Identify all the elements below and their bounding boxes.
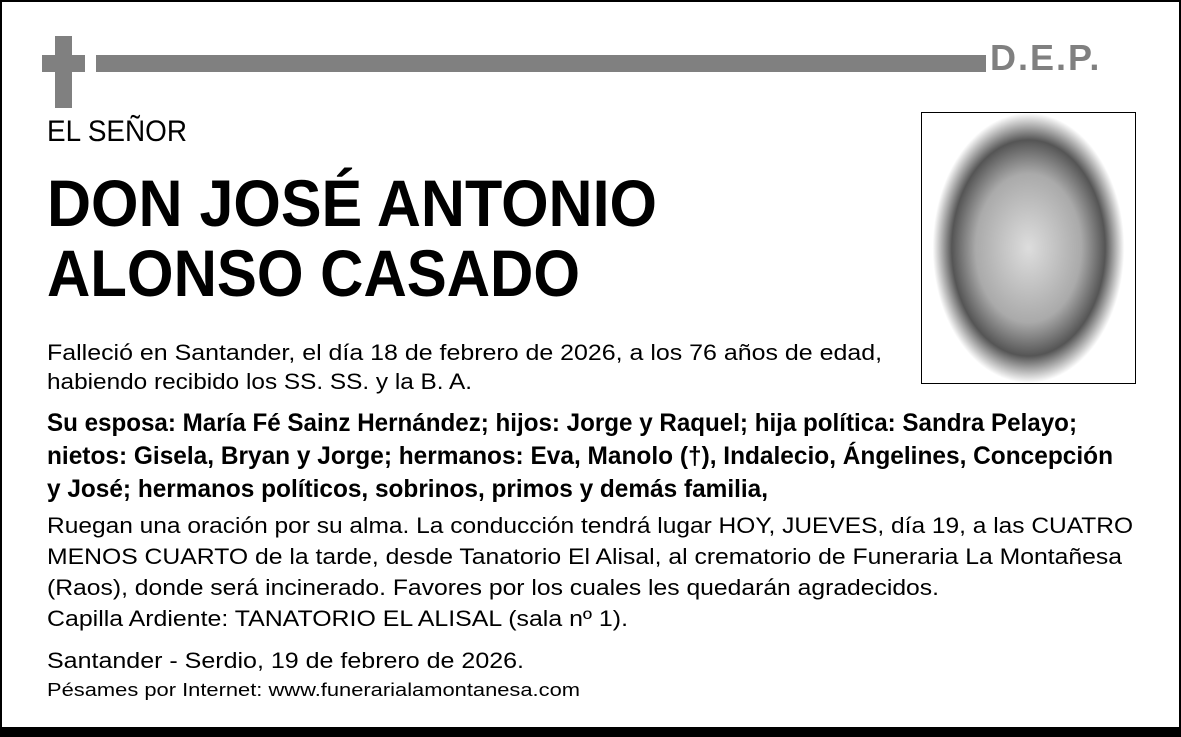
service-line: Capilla Ardiente: TANATORIO EL ALISAL (sala nº 1).: [47, 606, 628, 631]
service-line: Ruegan una oración por su alma. La conducción tendrá lugar HOY, JUEVES, día 19, a las CUATRO: [47, 513, 1133, 538]
place-date: Santander - Serdio, 19 de febrero de 2026.: [47, 648, 524, 673]
family-line: nietos: Gisela, Bryan y Jorge; hermanos: Eva, Manolo (†), Indalecio, Ángelines, Concepción: [47, 442, 1113, 470]
bottom-border: [0, 727, 1181, 737]
service-line: MENOS CUARTO de la tarde, desde Tanatorio El Alisal, al crematorio de Funeraria La Montañesa: [47, 544, 1122, 569]
death-notice-line: Falleció en Santander, el día 18 de febrero de 2026, a los 76 años de edad,: [47, 340, 882, 365]
cross-icon: [55, 36, 72, 108]
header-rule: [96, 55, 986, 72]
dep-label: D.E.P.: [990, 37, 1102, 78]
honorific: EL SEÑOR: [47, 115, 187, 148]
deceased-name-line2: ALONSO CASADO: [47, 236, 580, 310]
family-line: Su esposa: María Fé Sainz Hernández; hijos: Jorge y Raquel; hija política: Sandra Pelayo;: [47, 409, 1077, 437]
deceased-name-line1: DON JOSÉ ANTONIO: [47, 166, 657, 240]
service-line: (Raos), donde será incinerado. Favores por los cuales les quedarán agradecidos.: [47, 575, 939, 600]
deceased-photo: [921, 112, 1136, 384]
cross-icon-bar: [42, 55, 85, 72]
family-line: y José; hermanos políticos, sobrinos, primos y demás familia,: [47, 475, 768, 503]
death-notice-line: habiendo recibido los SS. SS. y la B. A.: [47, 369, 472, 394]
condolences-website: Pésames por Internet: www.funerarialamontanesa.com: [47, 680, 580, 700]
